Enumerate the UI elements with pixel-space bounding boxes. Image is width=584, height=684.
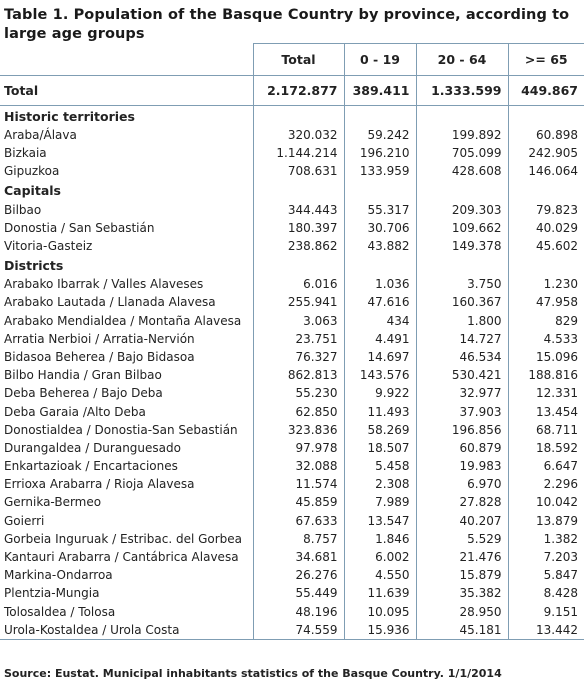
row-value: 12.331 [508,384,584,402]
row-value: 76.327 [253,348,344,366]
row-value: 8.757 [253,530,344,548]
table-row [0,603,584,621]
row-value: 160.367 [416,293,508,311]
row-value: 344.443 [253,201,344,219]
row-value: 55.317 [344,201,416,219]
total-row-value: 389.411 [344,76,416,106]
table-row [0,219,584,237]
row-value: 13.879 [508,512,584,530]
row-value: 10.042 [508,493,584,511]
section-heading-empty-cell [416,181,508,201]
table-row [0,275,584,293]
row-label: Arabako Ibarrak / Valles Alaveses [4,277,204,292]
row-label: Gipuzkoa [4,164,60,179]
row-label: Tolosaldea / Tolosa [4,604,116,619]
row-value: 434 [344,312,416,330]
section-heading-empty-cell [253,181,344,201]
row-value: 7.203 [508,548,584,566]
row-value: 242.905 [508,144,584,162]
table-row [0,493,584,511]
row-label: Bizkaia [4,146,47,161]
section-heading-empty-cell [508,181,584,201]
row-value: 6.970 [416,475,508,493]
row-value: 47.616 [344,293,416,311]
row-value: 97.978 [253,439,344,457]
header-blank-cell [0,44,253,76]
row-value: 11.639 [344,584,416,602]
row-value: 238.862 [253,237,344,255]
row-value: 14.727 [416,330,508,348]
section-heading-row [0,181,584,201]
row-value: 18.507 [344,439,416,457]
column-header-total: Total [253,44,344,76]
row-value: 59.242 [344,126,416,144]
row-value: 11.574 [253,475,344,493]
row-value: 3.063 [253,312,344,330]
section-heading-empty-cell [344,181,416,201]
section-heading-empty-cell [344,255,416,275]
row-label: Enkartazioak / Encartaciones [4,459,178,474]
row-value: 37.903 [416,402,508,420]
table-row [0,439,584,457]
row-label: Bilbo Handia / Gran Bilbao [4,368,162,383]
row-value: 21.476 [416,548,508,566]
row-value: 4.550 [344,566,416,584]
row-label: Gernika-Bermeo [4,495,102,510]
row-value: 19.983 [416,457,508,475]
row-value: 708.631 [253,162,344,180]
row-value: 45.181 [416,621,508,640]
row-label: Bilbao [4,202,42,217]
row-value: 28.950 [416,603,508,621]
header-row [0,44,584,76]
row-value: 6.002 [344,548,416,566]
row-value: 530.421 [416,366,508,384]
row-label: Vitoria-Gasteiz [4,239,93,254]
row-value: 40.029 [508,219,584,237]
row-value: 67.633 [253,512,344,530]
row-value: 180.397 [253,219,344,237]
row-value: 9.151 [508,603,584,621]
row-value: 58.269 [344,421,416,439]
row-label: Markina-Ondarroa [4,568,113,583]
table-row [0,366,584,384]
row-value: 32.088 [253,457,344,475]
row-label: Bidasoa Beherea / Bajo Bidasoa [4,349,195,364]
table-row [0,530,584,548]
row-value: 13.442 [508,621,584,640]
row-value: 55.230 [253,384,344,402]
row-value: 5.847 [508,566,584,584]
row-value: 30.706 [344,219,416,237]
row-value: 47.958 [508,293,584,311]
table-row [0,330,584,348]
table-row [0,237,584,255]
row-value: 45.602 [508,237,584,255]
row-value: 255.941 [253,293,344,311]
row-value: 34.681 [253,548,344,566]
row-value: 209.303 [416,201,508,219]
row-value: 199.892 [416,126,508,144]
row-label: Donostialdea / Donostia-San Sebastián [4,422,238,437]
total-row [0,76,584,106]
row-value: 196.210 [344,144,416,162]
row-value: 15.879 [416,566,508,584]
row-label: Urola-Kostaldea / Urola Costa [0,621,253,640]
table-row [0,312,584,330]
table-title: Table 1. Population of the Basque Country by province, according to large age groups [4,7,570,42]
row-value: 15.096 [508,348,584,366]
row-value: 13.454 [508,402,584,420]
row-value: 23.751 [253,330,344,348]
row-value: 3.750 [416,275,508,293]
table-row [0,566,584,584]
section-heading-empty-cell [416,106,508,127]
row-value: 46.534 [416,348,508,366]
table-row [0,162,584,180]
row-value: 2.308 [344,475,416,493]
row-value: 6.016 [253,275,344,293]
row-value: 1.382 [508,530,584,548]
table-row [0,475,584,493]
row-label: Plentzia-Mungia [4,586,100,601]
table-row [0,584,584,602]
row-value: 862.813 [253,366,344,384]
total-row-value: 2.172.877 [253,76,344,106]
row-value: 13.547 [344,512,416,530]
row-value: 55.449 [253,584,344,602]
row-value: 32.977 [416,384,508,402]
table-row [0,402,584,420]
row-value: 62.850 [253,402,344,420]
section-heading-empty-cell [416,255,508,275]
row-value: 428.608 [416,162,508,180]
table-row [0,548,584,566]
column-header-0-19: 0 - 19 [344,44,416,76]
section-heading: Capitals [4,183,61,199]
row-value: 8.428 [508,584,584,602]
row-label: Gorbeia Inguruak / Estribac. del Gorbea [4,531,243,546]
row-label: Durangaldea / Duranguesado [4,440,181,455]
section-heading: Districts [4,257,64,273]
row-value: 48.196 [253,603,344,621]
row-value: 27.828 [416,493,508,511]
row-value: 133.959 [344,162,416,180]
table-row [0,293,584,311]
row-value: 43.882 [344,237,416,255]
row-value: 4.491 [344,330,416,348]
row-value: 5.529 [416,530,508,548]
row-label: Arabako Mendialdea / Montaña Alavesa [4,313,242,328]
table-row [0,621,584,640]
row-value: 74.559 [253,621,344,640]
row-label: Araba/Álava [4,128,77,143]
row-value: 829 [508,312,584,330]
table-row [0,384,584,402]
row-value: 11.493 [344,402,416,420]
row-value: 320.032 [253,126,344,144]
row-value: 143.576 [344,366,416,384]
row-value: 196.856 [416,421,508,439]
row-label: Deba Beherea / Bajo Deba [4,386,163,401]
row-value: 9.922 [344,384,416,402]
row-value: 60.879 [416,439,508,457]
section-heading-row [0,106,584,127]
row-value: 40.207 [416,512,508,530]
row-label: Donostia / San Sebastián [4,220,155,235]
population-table [0,43,584,640]
row-value: 4.533 [508,330,584,348]
row-label: Errioxa Arabarra / Rioja Alavesa [4,477,195,492]
section-heading-empty-cell [344,106,416,127]
row-value: 705.099 [416,144,508,162]
row-value: 18.592 [508,439,584,457]
table-row [0,126,584,144]
table-row [0,512,584,530]
row-value: 79.823 [508,201,584,219]
row-label: Arabako Lautada / Llanada Alavesa [4,295,216,310]
total-row-value: 1.333.599 [416,76,508,106]
section-heading-row [0,255,584,275]
row-value: 2.296 [508,475,584,493]
row-value: 146.064 [508,162,584,180]
row-value: 35.382 [416,584,508,602]
row-label: Kantauri Arabarra / Cantábrica Alavesa [4,550,239,565]
section-heading: Historic territories [4,108,135,124]
row-value: 6.647 [508,457,584,475]
row-value: 45.859 [253,493,344,511]
row-value: 5.458 [344,457,416,475]
row-value: 14.697 [344,348,416,366]
column-header-20-64: 20 - 64 [416,44,508,76]
total-row-value: 449.867 [508,76,584,106]
section-heading-empty-cell [508,106,584,127]
row-label: Goierri [4,513,45,528]
row-value: 15.936 [344,621,416,640]
row-value: 1.800 [416,312,508,330]
table-body [0,76,584,640]
row-value: 26.276 [253,566,344,584]
row-value: 1.230 [508,275,584,293]
row-label: Deba Garaia /Alto Deba [4,404,146,419]
row-value: 323.836 [253,421,344,439]
row-value: 1.036 [344,275,416,293]
row-value: 1.846 [344,530,416,548]
column-header-65-plus: >= 65 [508,44,584,76]
row-value: 7.989 [344,493,416,511]
section-heading-empty-cell [508,255,584,275]
row-value: 10.095 [344,603,416,621]
table-row [0,421,584,439]
table-row [0,348,584,366]
section-heading-empty-cell [253,106,344,127]
row-value: 149.378 [416,237,508,255]
table-row [0,457,584,475]
source-note: Source: Eustat. Municipal inhabitants statistics of the Basque Country. 1/1/2014 [4,667,502,680]
table-row [0,201,584,219]
table-row [0,144,584,162]
row-value: 68.711 [508,421,584,439]
total-row-label: Total [0,76,253,106]
row-label: Arratia Nerbioi / Arratia-Nervión [4,331,195,346]
row-value: 1.144.214 [253,144,344,162]
row-value: 188.816 [508,366,584,384]
row-value: 109.662 [416,219,508,237]
row-value: 60.898 [508,126,584,144]
section-heading-empty-cell [253,255,344,275]
